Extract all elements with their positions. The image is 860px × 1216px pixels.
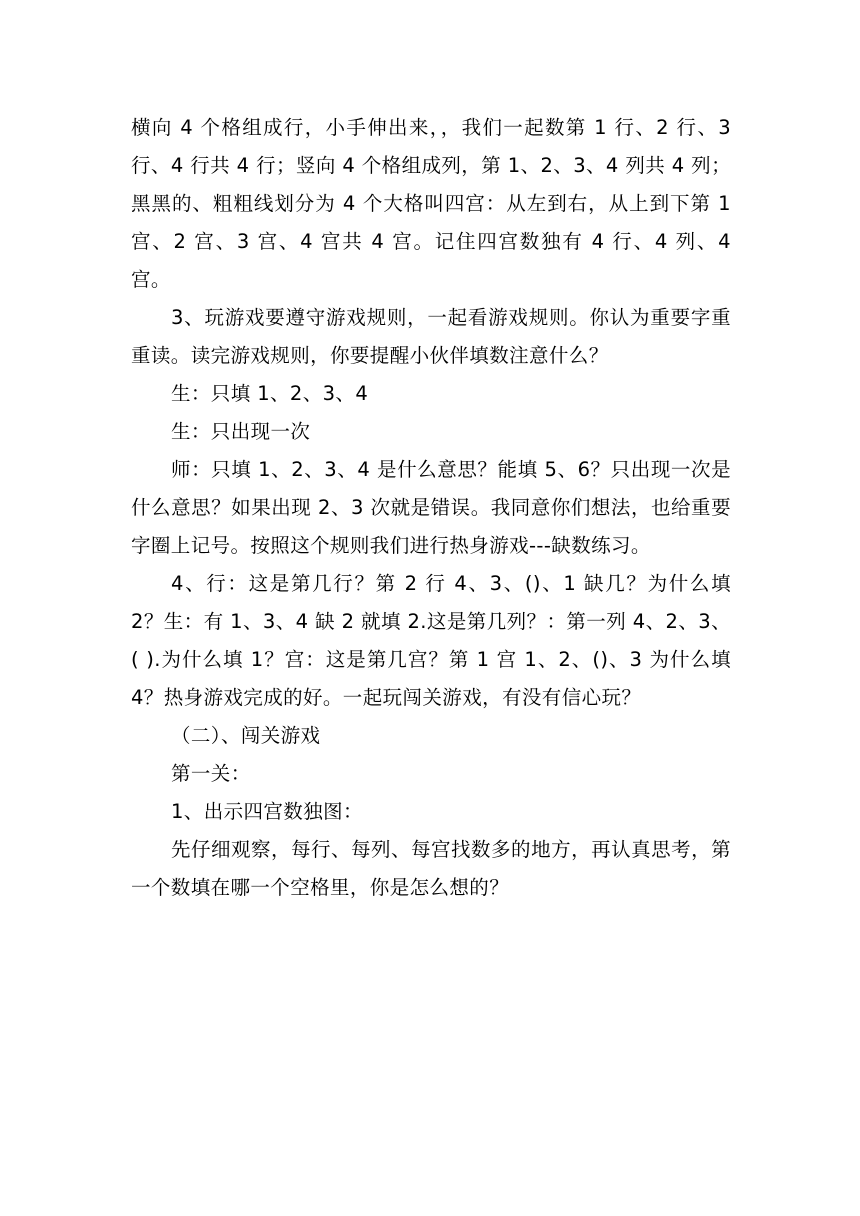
paragraph-game-rules: 3、玩游戏要遵守游戏规则，一起看游戏规则。你认为重要字重重读。读完游戏规则，你要提醒小伙伴填数注意什么？ [131, 306, 731, 367]
paragraph-level-one: 第一关： [171, 762, 251, 785]
paragraph-observe-think: 先仔细观察，每行、每列、每宫找数多的地方，再认真思考，第一个数填在哪一个空格里，你是怎么想的？ [131, 838, 731, 899]
paragraph-warmup-practice: 4、行：这是第几行？第 2 行 4、3、()、1 缺几？为什么填 2？生：有 1、3、4 缺 2 就填 2.这是第几列？：第一列 4、2、3、( ).为什么填 1？宫：这是第几宫？第 1 宫 1、2、()、3 为什么填 4？热身游戏完成的好。一起玩闯关游戏，有没有信心玩？ [131, 572, 731, 709]
paragraph-teacher-explanation: 师：只填 1、2、3、4 是什么意思？能填 5、6？只出现一次是什么意思？如果出现 2、3 次就是错误。我同意你们想法，也给重要字圈上记号。按照这个规则我们进行热身游戏---缺数练习。 [131, 458, 731, 557]
paragraph-student-answer-2: 生：只出现一次 [171, 420, 311, 443]
paragraph-show-sudoku: 1、出示四宫数独图： [171, 800, 363, 823]
paragraph-grid-intro: 横向 4 个格组成行，小手伸出来，，我们一起数第 1 行、2 行、3 行、4 行共 4 行；竖向 4 个格组成列，第 1、2、3、4 列共 4 列；黑黑的、粗粗线划分为 4 个大格叫四宫：从左到右，从上到下第 1 宫、2 宫、3 宫、4 宫共 4 宫。记住四宫数独有 4 行、4 列、4 宫。 [131, 116, 731, 291]
section-heading-level-game: （二）、闯关游戏 [171, 724, 321, 747]
paragraph-student-answer-1: 生：只填 1、2、3、4 [171, 382, 369, 405]
document-body [131, 109, 731, 907]
